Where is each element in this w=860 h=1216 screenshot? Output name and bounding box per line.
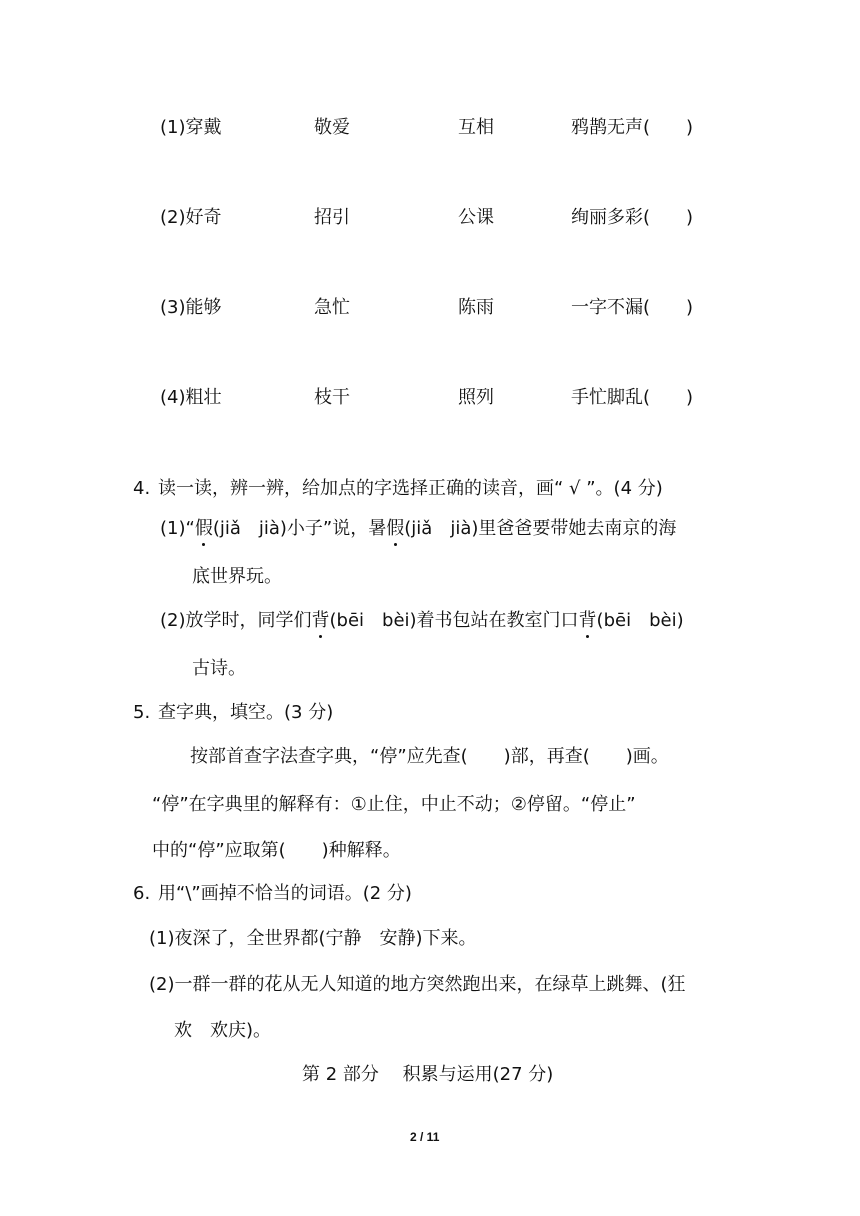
q3-row3-word1: (3)能够	[160, 297, 222, 318]
q4-item1-post: (jiǎ jià)里爸爸要带她去南京的海	[404, 518, 677, 539]
q4-item2-continuation: 古诗。	[192, 658, 246, 679]
q3-row2-word3: 公课	[458, 207, 494, 228]
q5-line2: “停”在字典里的解释有：①止住，中止不动；②停留。“停止”	[152, 794, 636, 815]
q3-row1-word3: 互相	[458, 117, 494, 138]
q3-row3-word3: 陈雨	[458, 297, 494, 318]
q4-item1	[160, 517, 676, 541]
q4-item2-mid: (bēi bèi)着书包站在教室门口	[329, 610, 579, 631]
q3-row4-word2: 枝干	[314, 387, 350, 408]
q5-title: 查字典，填空。(3 分)	[158, 702, 334, 723]
q3-row2-word1: (2)好奇	[160, 207, 222, 228]
q4-item1-dotted-char-b: 假	[386, 518, 405, 539]
q4-item2-pre: (2)放学时，同学们	[160, 610, 312, 631]
q3-row4-word3: 照列	[458, 387, 494, 408]
q6-item1: (1)夜深了，全世界都(宁静 安静)下来。	[149, 928, 477, 949]
q3-row4-word1: (4)粗壮	[160, 387, 222, 408]
q6-item2: (2)一群一群的花从无人知道的地方突然跑出来，在绿草上跳舞、(狂	[149, 974, 686, 995]
section-heading: 第 2 部分 积累与运用(27 分)	[302, 1064, 554, 1085]
q4-item1-mid: (jiǎ jià)小子”说，暑	[212, 518, 387, 539]
q5-line3: 中的“停”应取第( )种解释。	[152, 840, 401, 861]
q6-title: 用“\”画掉不恰当的词语。(2 分)	[158, 883, 412, 904]
q4-number: 4.	[133, 478, 151, 499]
q6-number: 6.	[133, 883, 151, 904]
q3-row3-word2: 急忙	[314, 297, 350, 318]
q4-item1-pre: (1)“	[160, 518, 195, 539]
q3-row3-idiom: 一字不漏( )	[571, 297, 694, 318]
q4-item2-dotted-char-a: 背	[311, 610, 330, 631]
q5-line1: 按部首查字法查字典，“停”应先查( )部，再查( )画。	[190, 746, 669, 767]
q4-item2	[160, 609, 684, 633]
q3-row2-idiom: 绚丽多彩( )	[571, 207, 694, 228]
q3-row1-idiom: 鸦鹊无声( )	[571, 117, 694, 138]
q6-item2-continuation: 欢 欢庆)。	[174, 1020, 272, 1041]
q3-row1-word2: 敬爱	[314, 117, 350, 138]
q4-item2-dotted-char-b: 背	[578, 610, 597, 631]
q4-item1-dotted-char-a: 假	[194, 518, 213, 539]
q4-item2-post: (bēi bèi)	[596, 610, 684, 631]
q3-row2-word2: 招引	[314, 207, 350, 228]
q3-row1-word1: (1)穿戴	[160, 117, 222, 138]
q4-title: 读一读，辨一辨，给加点的字选择正确的读音，画“ √ ”。(4 分)	[158, 478, 663, 499]
page-number: 2 / 11	[410, 1130, 440, 1144]
q4-item1-continuation: 底世界玩。	[192, 566, 282, 587]
q3-row4-idiom: 手忙脚乱( )	[571, 387, 694, 408]
q5-number: 5.	[133, 702, 151, 723]
